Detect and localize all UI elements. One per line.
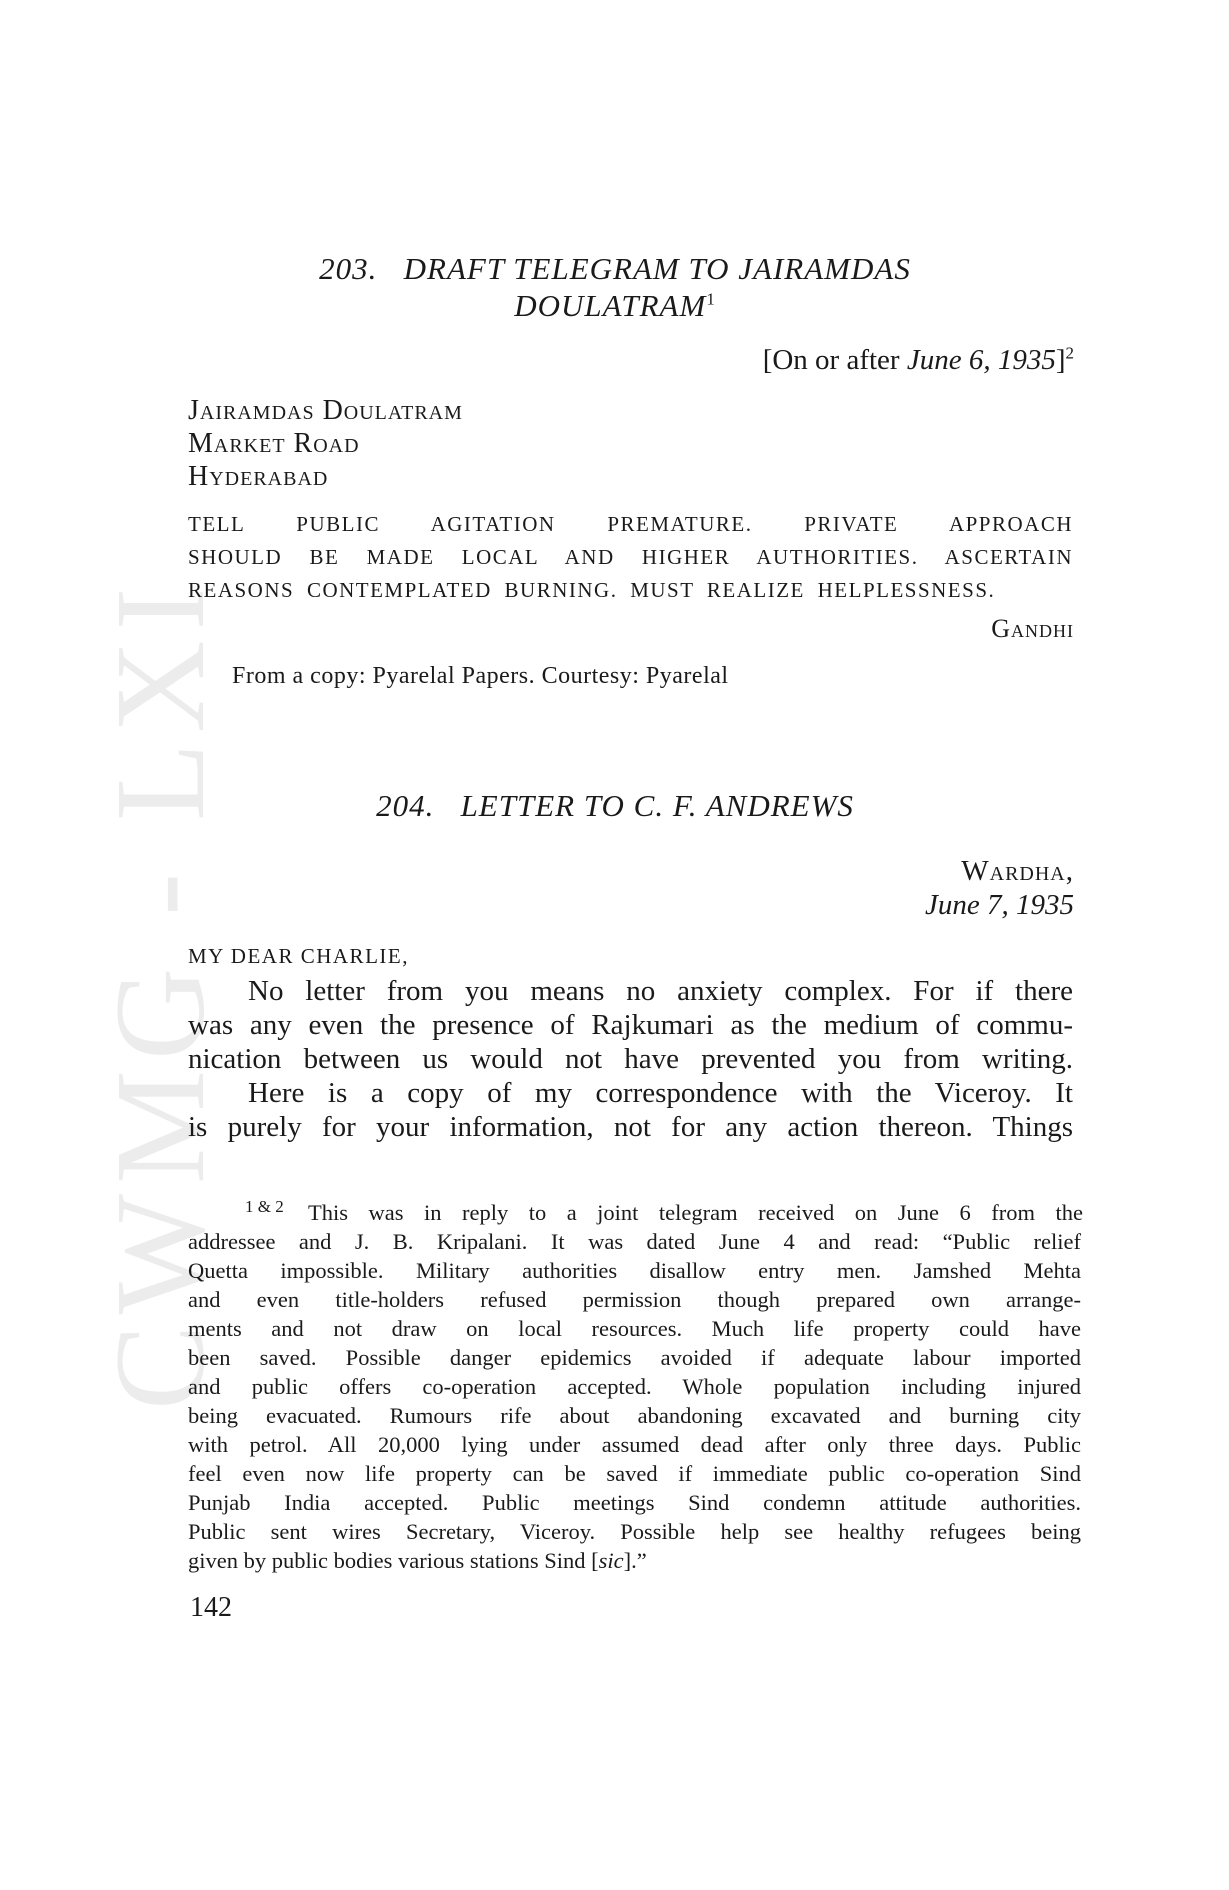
item-203-date: [On or after June 6, 1935]$^2$ [762, 343, 1074, 376]
item-title-cont: DOULATRAM [514, 288, 707, 323]
item-204-heading [250, 787, 980, 824]
watermark: CWMG - LXI [89, 577, 231, 1410]
item-203-heading [250, 250, 980, 324]
item-203-title-line-1 [250, 250, 980, 287]
salutation: MY DEAR CHARLIE, [188, 944, 409, 968]
letter-date: June 7, 1935 [925, 889, 1074, 921]
footnote-line: Public sent wires Secretary, Viceroy. Possible help see healthy refugees being [188, 1519, 1081, 1544]
footnote-line: been saved. Possible danger epidemics avoided if adequate labour imported [188, 1345, 1081, 1370]
source-note: From a copy: Pyarelal Papers. Courtesy: Pyarelal [232, 663, 729, 689]
page-number: 142 [190, 1592, 232, 1623]
footnote-line: addressee and J. B. Kripalani. It was dated June 4 and read: “Public relief [188, 1229, 1081, 1254]
telegram-text-line: REASONS CONTEMPLATED BURNING. MUST REALIZE HELPLESSNESS. [188, 578, 996, 602]
footnote-line: and even title-holders refused permission though prepared own arrange- [188, 1287, 1081, 1312]
telegram-text-line: TELL PUBLIC AGITATION PREMATURE. PRIVATE APPROACH [188, 512, 1073, 536]
letter-body-line: is purely for your information, not for any action thereon. Things [188, 1111, 1073, 1143]
address-line: Hyderabad [188, 461, 329, 492]
footnote-line: and public offers co-operation accepted. Whole population including injured [188, 1374, 1081, 1399]
footnote-line: with petrol. All 20,000 lying under assumed dead after only three days. Public [188, 1432, 1081, 1457]
footnote-line: Quetta impossible. Military authorities disallow entry men. Jamshed Mehta [188, 1258, 1081, 1283]
address-line: Jairamdas Doulatram [188, 395, 463, 426]
footnote-ref: 1 [706, 289, 716, 309]
telegram-text-line: SHOULD BE MADE LOCAL AND HIGHER AUTHORITIES. ASCERTAIN [188, 545, 1073, 569]
footnote-marker: 1 & 2 [245, 1197, 284, 1216]
letter-body-line: No letter from you means no anxiety complex. For if there [248, 975, 1073, 1007]
item-title: DRAFT TELEGRAM TO JAIRAMDAS [403, 251, 911, 286]
item-number: 203. [319, 251, 378, 286]
footnote-line: feel even now life property can be saved if immediate public co-operation Sind [188, 1461, 1081, 1486]
footnote-line: given by public bodies various stations Sind [sic].” [188, 1548, 647, 1573]
item-title: LETTER TO C. F. ANDREWS [460, 788, 854, 823]
footnote-line: 1 & 2 This was in reply to a joint telegram received on June 6 from the [188, 1198, 1081, 1227]
item-203-title-line-2 [250, 287, 980, 324]
letter-body-line: nication between us would not have prevented you from writing. [188, 1043, 1073, 1075]
footnote-line: ments and not draw on local resources. Much life property could have [188, 1316, 1081, 1341]
item-number: 204. [376, 788, 435, 823]
letter-body-line: was any even the presence of Rajkumari as the medium of commu- [188, 1009, 1073, 1041]
footnote-ref: 2 [1065, 343, 1074, 363]
footnote-line: Punjab India accepted. Public meetings Sind condemn attitude authorities. [188, 1490, 1081, 1515]
signature: Gandhi [991, 614, 1074, 643]
footnote-line: being evacuated. Rumours rife about abandoning excavated and burning city [188, 1403, 1081, 1428]
address-line: Market Road [188, 428, 360, 459]
letter-body-line: Here is a copy of my correspondence with the Viceroy. It [248, 1077, 1073, 1109]
letter-place: Wardha, [961, 855, 1074, 887]
